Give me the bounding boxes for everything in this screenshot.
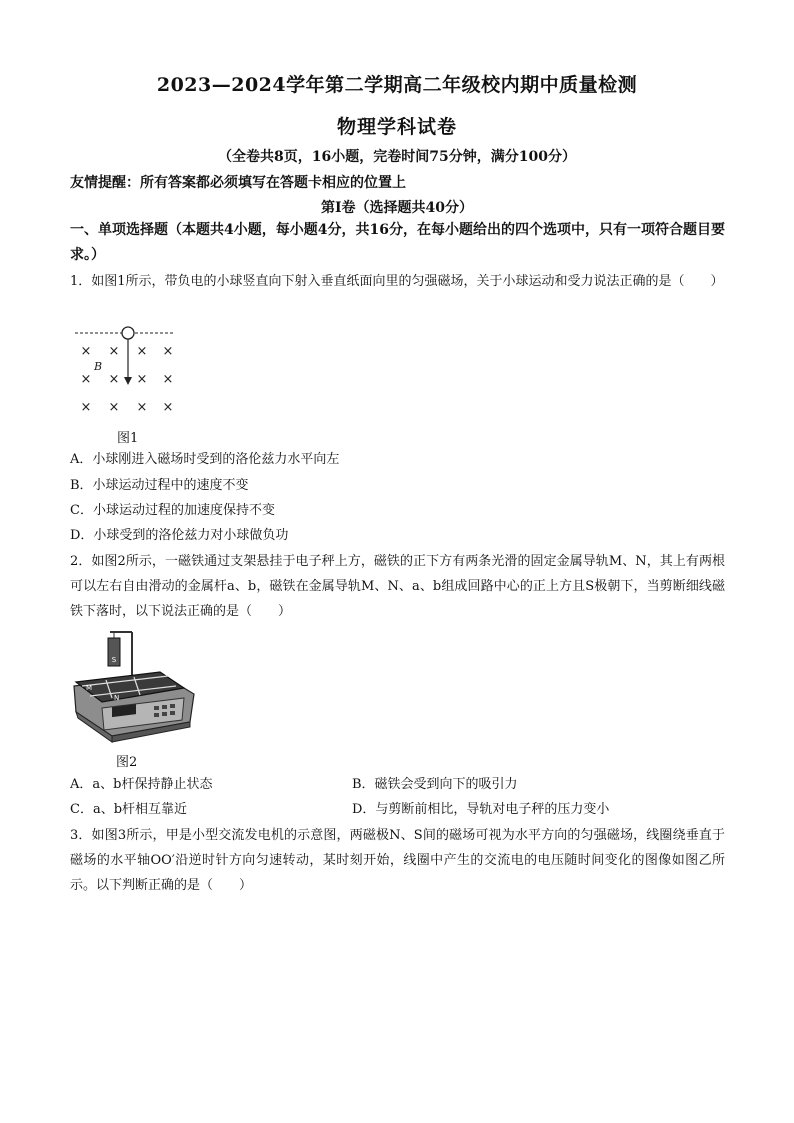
figure-1-caption: 图1	[117, 431, 139, 446]
exam-info: （全卷共8页，16小题，完卷时间75分钟，满分100分）	[218, 149, 576, 165]
svg-text:×: ×	[136, 400, 148, 415]
rail-label-n: N	[114, 694, 120, 702]
svg-text:×: ×	[162, 400, 174, 415]
svg-text:×: ×	[80, 344, 92, 359]
figure-2-scale-magnet	[72, 624, 197, 746]
exam-title: 2023—2024学年第二学期高二年级校内期中质量检测	[156, 74, 638, 96]
q2-option-c: C．a、b杆相互靠近	[70, 802, 188, 817]
q2-option-a: A．a、b杆保持静止状态	[70, 777, 213, 792]
volume-heading: 第Ⅰ卷（选择题共40分）	[320, 200, 474, 216]
q1-option-b: B．小球运动过程中的速度不变	[70, 478, 249, 493]
svg-text:×: ×	[108, 372, 120, 387]
svg-text:×: ×	[108, 344, 120, 359]
svg-text:×: ×	[162, 344, 174, 359]
exam-subtitle: 物理学科试卷	[336, 116, 457, 138]
q2-option-b: B．磁铁会受到向下的吸引力	[352, 777, 518, 792]
q1-option-c: C．小球运动过程的加速度保持不变	[70, 503, 275, 518]
exam-reminder: 友情提醒：所有答案都必须填写在答题卡相应的位置上	[70, 175, 406, 191]
q1-option-d: D．小球受到的洛伦兹力对小球做负功	[70, 528, 289, 543]
rail-label-m: M	[86, 684, 93, 692]
svg-text:×: ×	[162, 372, 174, 387]
q1-option-a: A．小球刚进入磁场时受到的洛伦兹力水平向左	[70, 452, 340, 467]
section-heading: 一、单项选择题（本题共4小题，每小题4分，共16分，在每小题给出的四个选项中，只有一项符合题目要求。）	[70, 222, 725, 263]
svg-text:×: ×	[136, 372, 148, 387]
figure-2-caption: 图2	[116, 755, 138, 770]
question-3-stem: 3．如图3所示，甲是小型交流发电机的示意图，两磁极N、S间的磁场可视为水平方向的匀强磁场，线圈绕垂直于磁场的水平轴OO′沿逆时针方向匀速转动，某时刻开始，线圈中产生的交流电的电压随时间变化的图像如图乙所示。以下判断正确的是（ ）	[70, 828, 725, 893]
svg-text:×: ×	[136, 344, 148, 359]
svg-text:×: ×	[108, 400, 120, 415]
svg-text:×: ×	[80, 372, 92, 387]
magnet-pole-label: S	[111, 656, 117, 664]
field-label-b: B	[94, 360, 103, 373]
q2-option-d: D．与剪断前相比，导轨对电子秤的压力变小	[352, 802, 610, 817]
figure-1-magnetic-field	[70, 322, 190, 422]
svg-text:×: ×	[80, 400, 92, 415]
question-1-stem: 1．如图1所示，带负电的小球竖直向下射入垂直纸面向里的匀强磁场，关于小球运动和受力说法正确的是（ ）	[70, 274, 724, 289]
question-2-stem: 2．如图2所示，一磁铁通过支架悬挂于电子秤上方，磁铁的正下方有两条光滑的固定金属导轨M、N，其上有两根可以左右自由滑动的金属杆a、b，磁铁在金属导轨M、N、a、b组成回路中心的正上方且S极朝下，当剪断细线磁铁下落时，以下说法正确的是（ ）	[70, 554, 725, 619]
